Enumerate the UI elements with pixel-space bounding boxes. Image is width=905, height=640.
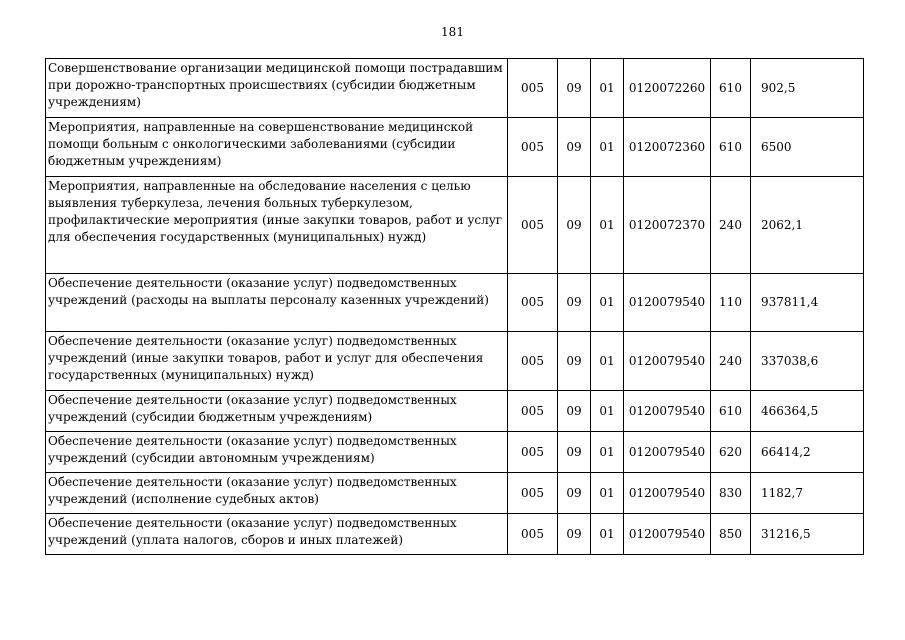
row-description: Обеспечение деятельности (оказание услуг) подведомственных учреждений (субсидии автономным учреждениям)	[46, 432, 508, 473]
amount: 31216,5	[751, 514, 864, 555]
target-article-code: 0120072260	[624, 59, 711, 118]
target-article-code: 0120079540	[624, 473, 711, 514]
target-article-code: 0120079540	[624, 514, 711, 555]
subsection-code: 01	[591, 514, 624, 555]
section-code: 09	[558, 391, 591, 432]
amount: 337038,6	[751, 332, 864, 391]
amount: 902,5	[751, 59, 864, 118]
section-code: 09	[558, 473, 591, 514]
row-description: Обеспечение деятельности (оказание услуг) подведомственных учреждений (уплата налогов, сборов и иных платежей)	[46, 514, 508, 555]
table-row	[46, 274, 864, 332]
target-article-code: 0120072370	[624, 177, 711, 274]
section-code: 09	[558, 59, 591, 118]
amount: 1182,7	[751, 473, 864, 514]
subsection-code: 01	[591, 332, 624, 391]
amount: 937811,4	[751, 274, 864, 332]
expense-type-code: 850	[711, 514, 751, 555]
table-row	[46, 177, 864, 274]
expense-type-code: 620	[711, 432, 751, 473]
expense-type-code: 240	[711, 177, 751, 274]
subsection-code: 01	[591, 473, 624, 514]
table-row	[46, 118, 864, 177]
amount: 466364,5	[751, 391, 864, 432]
subsection-code: 01	[591, 432, 624, 473]
amount: 66414,2	[751, 432, 864, 473]
section-code: 09	[558, 514, 591, 555]
ved-code: 005	[508, 118, 558, 177]
amount: 6500	[751, 118, 864, 177]
section-code: 09	[558, 332, 591, 391]
ved-code: 005	[508, 432, 558, 473]
row-description: Обеспечение деятельности (оказание услуг) подведомственных учреждений (субсидии бюджетным учреждениям)	[46, 391, 508, 432]
ved-code: 005	[508, 332, 558, 391]
subsection-code: 01	[591, 118, 624, 177]
ved-code: 005	[508, 177, 558, 274]
row-description: Мероприятия, направленные на обследование населения с целью выявления туберкулеза, лечения больных туберкулезом, профилактические мероприятия (иные закупки товаров, работ и услуг для обеспечения государственных (муниципальных) нужд)	[46, 177, 508, 274]
ved-code: 005	[508, 391, 558, 432]
subsection-code: 01	[591, 274, 624, 332]
subsection-code: 01	[591, 177, 624, 274]
target-article-code: 0120079540	[624, 432, 711, 473]
section-code: 09	[558, 118, 591, 177]
expense-type-code: 240	[711, 332, 751, 391]
section-code: 09	[558, 177, 591, 274]
table-row	[46, 473, 864, 514]
table-row	[46, 332, 864, 391]
expense-type-code: 610	[711, 118, 751, 177]
expense-type-code: 110	[711, 274, 751, 332]
row-description: Мероприятия, направленные на совершенствование медицинской помощи больным с онкологическими заболеваниями (субсидии бюджетным учреждениям)	[46, 118, 508, 177]
section-code: 09	[558, 432, 591, 473]
budget-table	[45, 58, 864, 555]
row-description: Совершенствование организации медицинской помощи пострадавшим при дорожно-транспортных происшествиях (субсидии бюджетным учреждениям)	[46, 59, 508, 118]
ved-code: 005	[508, 59, 558, 118]
target-article-code: 0120079540	[624, 391, 711, 432]
table-row	[46, 514, 864, 555]
target-article-code: 0120079540	[624, 332, 711, 391]
target-article-code: 0120072360	[624, 118, 711, 177]
expense-type-code: 610	[711, 59, 751, 118]
row-description: Обеспечение деятельности (оказание услуг) подведомственных учреждений (расходы на выплаты персоналу казенных учреждений)	[46, 274, 508, 332]
section-code: 09	[558, 274, 591, 332]
page-number: 181	[441, 25, 464, 39]
table-row	[46, 59, 864, 118]
row-description: Обеспечение деятельности (оказание услуг) подведомственных учреждений (иные закупки товаров, работ и услуг для обеспечения государственных (муниципальных) нужд)	[46, 332, 508, 391]
target-article-code: 0120079540	[624, 274, 711, 332]
row-description: Обеспечение деятельности (оказание услуг) подведомственных учреждений (исполнение судебных актов)	[46, 473, 508, 514]
expense-type-code: 610	[711, 391, 751, 432]
subsection-code: 01	[591, 391, 624, 432]
ved-code: 005	[508, 274, 558, 332]
amount: 2062,1	[751, 177, 864, 274]
expense-type-code: 830	[711, 473, 751, 514]
subsection-code: 01	[591, 59, 624, 118]
ved-code: 005	[508, 473, 558, 514]
table-row	[46, 432, 864, 473]
table-row	[46, 391, 864, 432]
ved-code: 005	[508, 514, 558, 555]
